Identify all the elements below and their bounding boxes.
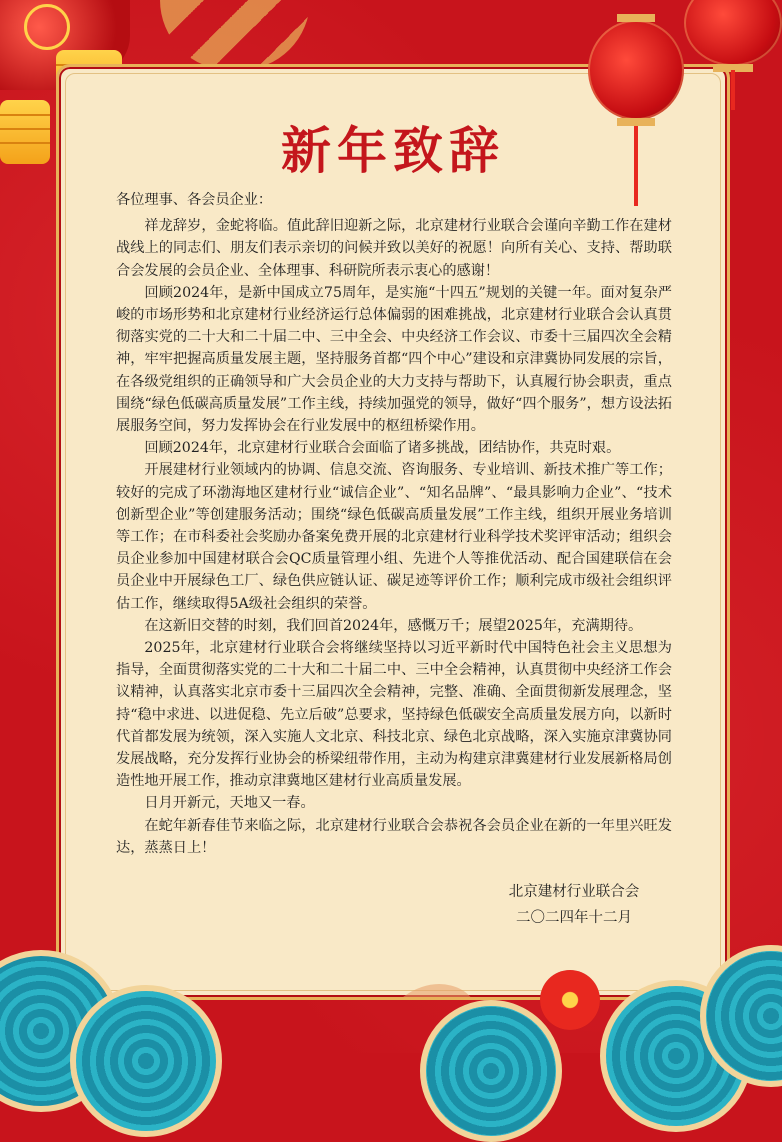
paragraph-plan-2025: 2025年，北京建材行业联合会将继续坚持以习近平新时代中国特色社会主义思想为指导，全面贯彻落实党的二十大和二十届二中、三中全会精神，认真贯彻中央经济工作会议精神，认真落实北京市委十三届四次全会精神，完整、准确、全面贯彻新发展理念，坚持“稳中求进、以进促稳、先立后破”总要求，坚持绿色低碳安全高质量发展方向，以新时代首都发展为统领，深入实施人文北京、科技北京、绿色北京战略，深入实施京津冀协同发展战略，充分发挥行业协会的桥梁纽带作用，主动为构建京津冀建材行业发展新格局创造性地开展工作，推动京津冀地区建材行业高质量发展。 [116,640,672,790]
signature-organization: 北京建材行业联合会 [508,884,640,900]
signature-block [479,879,669,931]
signature-date: 二〇二四年十二月 [516,910,632,926]
salutation: 各位理事、各会员企业： [116,192,273,208]
sun-ornament-icon [24,4,70,50]
red-lantern-small [684,0,782,66]
paragraph-transition: 在这新旧交替的时刻，我们回首2024年，感慨万千；展望2025年，充满期待。 [144,617,643,634]
paragraph-new-spring: 日月开新元，天地又一春。 [144,795,315,812]
paragraph-challenges: 回顾2024年，北京建材行业联合会面临了诸多挑战，团结协作，共克时艰。 [144,440,621,457]
paragraph-review-2024: 回顾2024年，是新中国成立75周年，是实施“十四五”规划的关键一年。面对复杂严峻的市场形势和北京建材行业经济运行总体偏弱的困难挑战，北京建材行业联合会认真贯彻落实党的二十大和二十届二中、三中全会、中央经济工作会议、市委十三届四次全会精神，牢牢把握高质量发展主题，坚持服务首都“四个中心”建设和京津冀协同发展的宗旨，在各级党组织的正确领导和广大会员企业的大力支持与帮助下，认真履行协会职责，重点围绕“绿色低碳高质量发展”工作主线，持续加强党的领导，做好“四个服务”，想方设法拓展服务空间，努力发挥协会在行业发展中的枢纽桥梁作用。 [116,284,672,435]
paragraph-greeting: 祥龙辞岁，金蛇将临。值此辞旧迎新之际，北京建材行业联合会谨向辛勤工作在建材战线上的同志们、朋友们表示亲切的问候并致以美好的祝愿！向所有关心、支持、帮助联合会发展的会员企业、全体理事、科研院所表示衷心的感谢！ [116,218,672,279]
snake-emblem-icon [359,972,519,1000]
letter-paper [56,64,730,1000]
paragraph-work-summary: 开展建材行业领域内的协调、信息交流、咨询服务、专业培训、新技术推广等工作；较好的完成了环渤海地区建材行业“诚信企业”、“知名品牌”、“最具影响力企业”、“技术创新型企业”等创建服务活动；围绕“绿色低碳高质量发展”工作主线，组织开展业务培训等工作；在市科委社会奖励办备案免费开展的北京建材行业科学技术奖评审活动；组织会员企业参加中国建材联合会QC质量管理小组、先进个人等推优活动、配合国建联信在会员企业中开展绿色工厂、绿色供应链认证、碳足迹等评价工作；顺利完成市级社会组织评估工作，继续取得5A级社会组织的荣誉。 [116,462,672,612]
gold-lantern-left [0,100,50,164]
wave-cloud-center [420,1000,562,1142]
wave-cloud-left-2 [70,985,222,1137]
paragraph-wishes: 在蛇年新春佳节来临之际，北京建材行业联合会恭祝各会员企业在新的一年里兴旺发达，蒸蒸日上！ [116,817,672,856]
paper-flower-bottom-right [540,970,600,1030]
red-lantern-large [588,20,684,120]
page-title: 新年致辞 [281,121,505,180]
letter-body [116,189,672,859]
